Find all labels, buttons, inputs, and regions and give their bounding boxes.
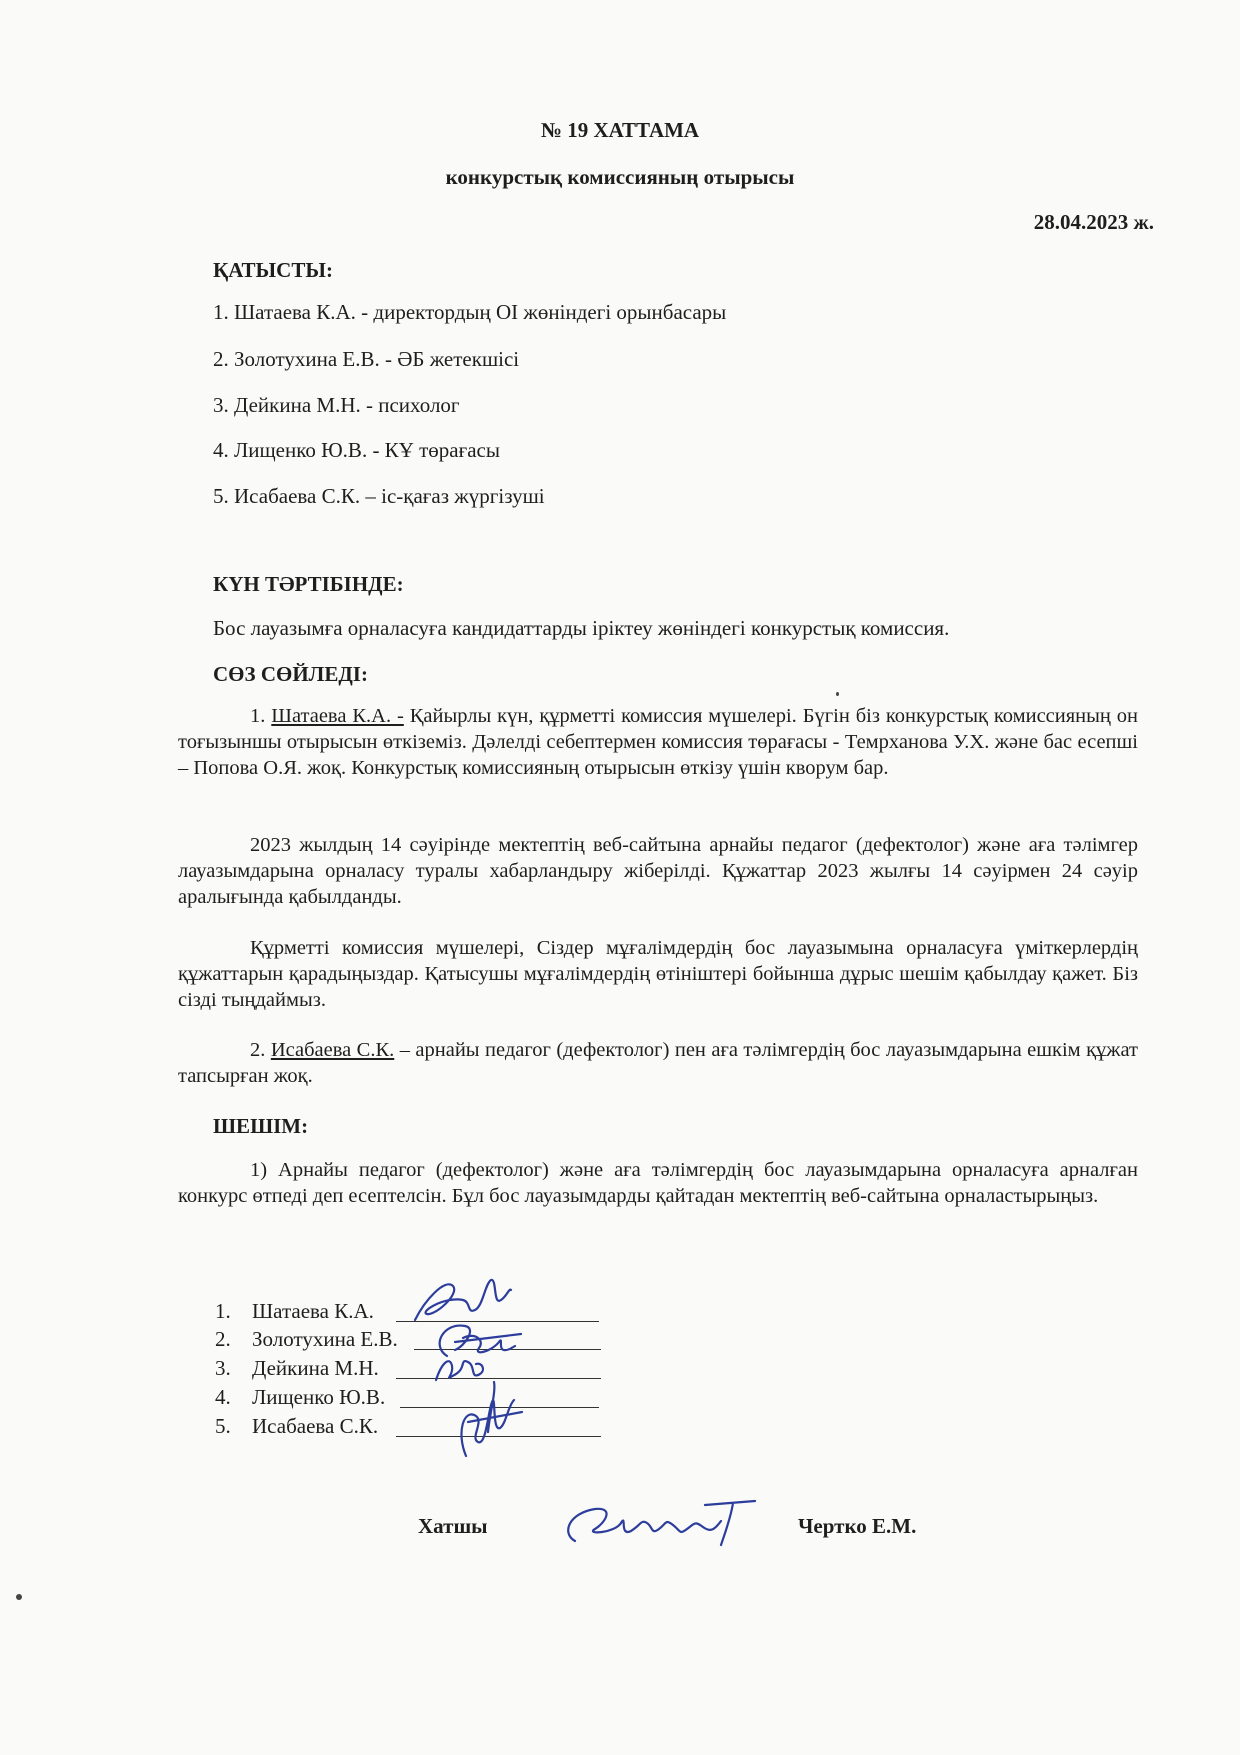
attendee-item: 1. Шатаева К.А. - директордың ОІ жөніндегі орынбасары <box>213 300 727 324</box>
speech-paragraph-4 <box>178 1037 1138 1089</box>
signature-number: 5. <box>215 1414 231 1438</box>
attendee-item: 4. Лищенко Ю.В. - КҰ төрағасы <box>213 438 500 462</box>
agenda-text: Бос лауазымға орналасуға кандидаттарды іріктеу жөніндегі конкурстық комиссия. <box>213 616 950 640</box>
speech-paragraph-1 <box>178 703 1138 781</box>
signature-number: 4. <box>215 1385 231 1409</box>
scan-speck <box>16 1594 22 1600</box>
secretary-label: Хатшы <box>418 1514 488 1538</box>
scan-speck <box>836 692 839 696</box>
speech-text: Құрметті комиссия мүшелері, Сіздер мұғалімдердің бос лауазымына орналасуға үміткерлердің құжаттарын қарадыңыздар. Қатысушы мұғалімдердің өтініштері бойынша дұрыс шешім қабылдау қажет. Біз сізді тыңдаймыз. <box>178 937 1138 1011</box>
signatory-name: Исабаева С.К. <box>252 1414 379 1438</box>
attendee-item: 3. Дейкина М.Н. - психолог <box>213 393 460 417</box>
speech-text: – арнайы педагог (дефектолог) пен аға тәлімгердің бос лауазымдарына ешкім құжат тапсырған жоқ. <box>178 1039 1138 1087</box>
speech-paragraph-2 <box>178 832 1138 910</box>
signatory-name: Золотухина Е.В. <box>252 1327 398 1351</box>
attendees-heading: ҚАТЫСТЫ: <box>213 258 333 282</box>
decision-heading: ШЕШІМ: <box>213 1114 309 1138</box>
attendee-item: 5. Исабаева С.К. – іс-қағаз жүргізуші <box>213 484 545 508</box>
signature-number: 3. <box>215 1356 231 1380</box>
speech-text: Қайырлы күн, құрметті комиссия мүшелері. Бүгін біз конкурстық комиссияның он тоғызыншы отырысын өткіземіз. Дәлелді себептермен комиссия төрағасы - Темрханова У.Х. және бас есепші – Попова О.Я. жоқ. Конкурстық комиссияның отырысын өткізу үшін кворум бар. <box>178 705 1139 779</box>
signature-number: 1. <box>215 1299 231 1323</box>
speech-number: 2. <box>250 1039 266 1061</box>
secretary-handwritten-signature <box>555 1493 765 1558</box>
signatory-name: Лищенко Ю.В. <box>252 1385 386 1409</box>
signature-number: 2. <box>215 1327 231 1351</box>
document-title: № 19 ХАТТАМА <box>540 118 700 142</box>
speech-text: 2023 жылдың 14 сәуірінде мектептің веб-сайтына арнайы педагог (дефектолог) және аға тәлімгер лауазымдарына орналасу туралы хабарландыру жіберілді. Құжаттар 2023 жылғы 14 сәуірмен 24 сәуір аралығында қабылданды. <box>178 834 1138 908</box>
document-date: 28.04.2023 ж. <box>1033 210 1154 234</box>
signatory-name: Шатаева К.А. <box>252 1299 374 1323</box>
speaker-name: Шатаева К.А. - <box>271 705 404 727</box>
secretary-name: Чертко Е.М. <box>798 1514 917 1538</box>
signatory-name: Дейкина М.Н. <box>252 1356 379 1380</box>
speakers-heading: СӨЗ СӨЙЛЕДІ: <box>213 662 368 686</box>
speaker-name: Исабаева С.К. <box>270 1039 395 1061</box>
speech-number: 1. <box>250 705 266 727</box>
document-subtitle: конкурстық комиссияның отырысы <box>445 165 795 189</box>
agenda-heading: КҮН ТӘРТІБІНДЕ: <box>213 572 404 596</box>
speech-paragraph-3 <box>178 935 1138 1013</box>
decision-text: 1) Арнайы педагог (дефектолог) және аға тәлімгердің бос лауазымдарына орналасуға арналған конкурс өтпеді деп есептелсін. Бұл бос лауазымдарды қайтадан мектептің веб-сайтына орналастырыңыз. <box>178 1159 1138 1207</box>
attendee-item: 2. Золотухина Е.В. - ӘБ жетекшісі <box>213 347 520 371</box>
handwritten-signature-4 <box>448 1372 528 1467</box>
